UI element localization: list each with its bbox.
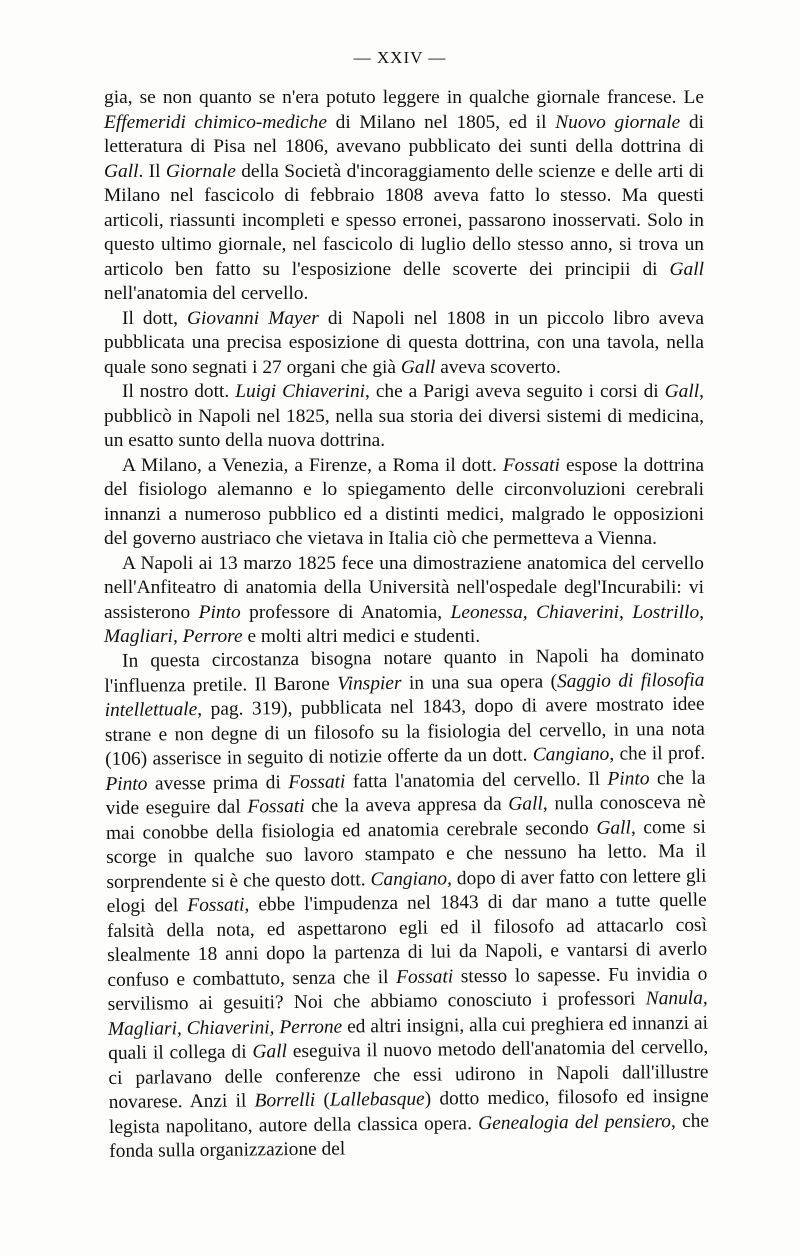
italic-text: Pinto (607, 767, 650, 789)
paragraph (104, 454, 704, 552)
text-run: in una sua opera ( (401, 670, 558, 693)
text-run: che la aveva appresa da (304, 793, 509, 817)
text-run: , nulla conosceva nè mai conobbe della fisiologia ed anatomia cerebrale secondo (105, 791, 706, 843)
text-run: che la vide eseguire dal (105, 766, 706, 819)
paragraph (104, 380, 704, 454)
italic-text: Fossati (247, 795, 305, 818)
text-run: professore di Anatomia, (240, 601, 451, 623)
italic-text: Gall (400, 356, 436, 378)
italic-text: Gall (252, 1040, 288, 1062)
text-run: , dopo di aver fatto con lettere gli elogi del (106, 864, 707, 917)
italic-text: Fossati (395, 965, 454, 987)
italic-text: Effemeridi chimico-mediche (104, 111, 327, 133)
text-run: avesse prima di (147, 771, 289, 794)
text-run: , ebbe l'impudenza nel 1843 di dar mano a tutte quelle falsità della nota, ed aspettarono egli ed il filosofo ad attacarlo così slealmente 18 anni dopo la partenza di lui da Napoli, e vantarsi di averlo confuso e combattuto, senza che il (106, 889, 708, 990)
italic-text: Leonessa, Chiaverini, Lostrillo, Magliari, Perrore (104, 601, 704, 647)
text-run: della Società d'incoraggiamento delle scienze e delle arti di Milano nel fascicolo di febbraio 1808 aveva fatto lo stesso. Ma questi articoli, riassunti incompleti e spesso erronei, passarono inosservati. Solo in questo ultimo giornale, nel fascicolo di luglio dello stesso anno, si trova un articolo ben fatto su l'esposizione delle scoverte dei principii di (104, 160, 705, 280)
italic-text: Nuovo giornale (555, 111, 681, 133)
italic-text: Fossati (502, 454, 560, 476)
text-run: A Napoli ai 13 marzo 1825 fece una dimostraziene anatomica del cervello nell'Anfiteatro di anatomia della Università nell'ospedale degl'Incurabili: vi assisterono (104, 552, 704, 623)
italic-text: Gall (104, 160, 139, 182)
paragraph (104, 643, 709, 1164)
italic-text: Gall (596, 816, 631, 838)
text-run: , pag. 319), pubblicata nel 1843, dopo di avere mostrato idee strane e non degne di un filosofo su la fisiologia del cervello, in una nota (106) asserisce in seguito di notizie offerte da un dott. (104, 693, 705, 770)
italic-text: Giornale (165, 160, 236, 182)
text-run: ed altri insigni, alla cui preghiera ed innanzi ai quali il collega di (108, 1011, 709, 1064)
italic-text: Gall (669, 258, 704, 280)
text-run: fatta l'anatomia del cervello. Il (345, 767, 608, 792)
paragraph (104, 86, 704, 307)
text-run: ( (315, 1089, 331, 1111)
page-number: — XXIV — (353, 48, 447, 67)
body-text (104, 86, 710, 1164)
paragraph (104, 552, 704, 650)
text-run: , che a Parigi aveva seguito i corsi di (365, 381, 665, 402)
italic-text: Gall (664, 381, 700, 402)
text-run: di Napoli nel 1808 in un piccolo libro aveva pubblicata una precisa esposizione di questa dottrina, con una tavola, nella quale sono segnati i 27 organi che già (104, 307, 704, 378)
text-run: Il dott, (122, 307, 187, 329)
text-run: di Milano nel 1805, ed il (326, 111, 556, 133)
italic-text: Borrelli (254, 1089, 316, 1111)
text-run: , pubblicò in Napoli nel 1825, nella sua storia dei diversi sistemi di medicina, un esatto sunto della nuova dottrina. (104, 381, 704, 451)
italic-text: Pinto (105, 772, 148, 794)
italic-text: Giovanni Mayer (186, 307, 319, 329)
italic-text: Gall (508, 792, 543, 815)
italic-text: Lallebasque (329, 1088, 425, 1111)
text-run: eseguiva il nuovo metodo dell'anatomia del cervello, ci parlavano delle conferenze che essi udirono in Napoli dall'illustre novarese. Anzi il (108, 1036, 709, 1113)
text-run: gia, se non quanto se n'era potuto leggere in qualche giornale francese. Le (104, 87, 704, 108)
italic-text: Cangiano (532, 743, 610, 766)
italic-text: Vinspier (337, 671, 402, 694)
paragraph (104, 307, 704, 381)
text-run: , che il prof. (609, 742, 706, 765)
italic-text: Fossati (288, 770, 346, 793)
text-run: aveva scoverto. (435, 356, 561, 378)
italic-text: Luigi Chiaverini (235, 381, 366, 402)
text-run: , che fonda sulla organizzazione del (109, 1109, 710, 1162)
text-run: Il nostro dott. (122, 381, 236, 402)
text-run: A Milano, a Venezia, a Firenze, a Roma il dott. (122, 454, 503, 476)
text-run: ) dotto medico, filosofo ed insigne legista napolitano, autore della classica opera. (108, 1085, 709, 1137)
italic-text: Genealogia del pensiero (478, 1110, 672, 1134)
italic-text: Nanula, Magliari, Chiaverini, Perrone (107, 987, 708, 1039)
italic-text: Cangiano (370, 867, 448, 890)
italic-text: Fossati (187, 894, 245, 916)
italic-text: Pinto (198, 601, 241, 623)
text-run: stesso lo sapesse. Fu invidia o servilismo ai gesuiti? Noi che abbiamo conosciuto i professori (107, 962, 708, 1015)
text-run: nell'anatomia del cervello. (104, 283, 309, 304)
text-run: e molti altri medici e studenti. (242, 626, 481, 647)
text-run: In questa circostanza bisogna notare quanto in Napoli ha dominato l'influenza pretile. Il Barone (104, 644, 705, 696)
italic-text: Saggio di filosofia intellettuale (104, 668, 705, 721)
text-run: . Il (138, 160, 166, 182)
text-run: di letteratura di Pisa nel 1806, avevano pubblicato dei sunti della dottrina di (104, 111, 704, 157)
text-run: espose la dottrina del fisiologo alemanno e lo spiegamento delle circonvoluzioni cerebrali innanzi a numeroso pubblico ed a distinti medici, malgrado le opposizioni del governo austriaco che vietava in Italia ciò che permetteva a Vienna. (104, 454, 704, 549)
text-run: , come si scorge in qualche suo lavoro stampato e che nessuno ha letto. Ma il sorprendente si è che questo dott. (106, 815, 707, 892)
